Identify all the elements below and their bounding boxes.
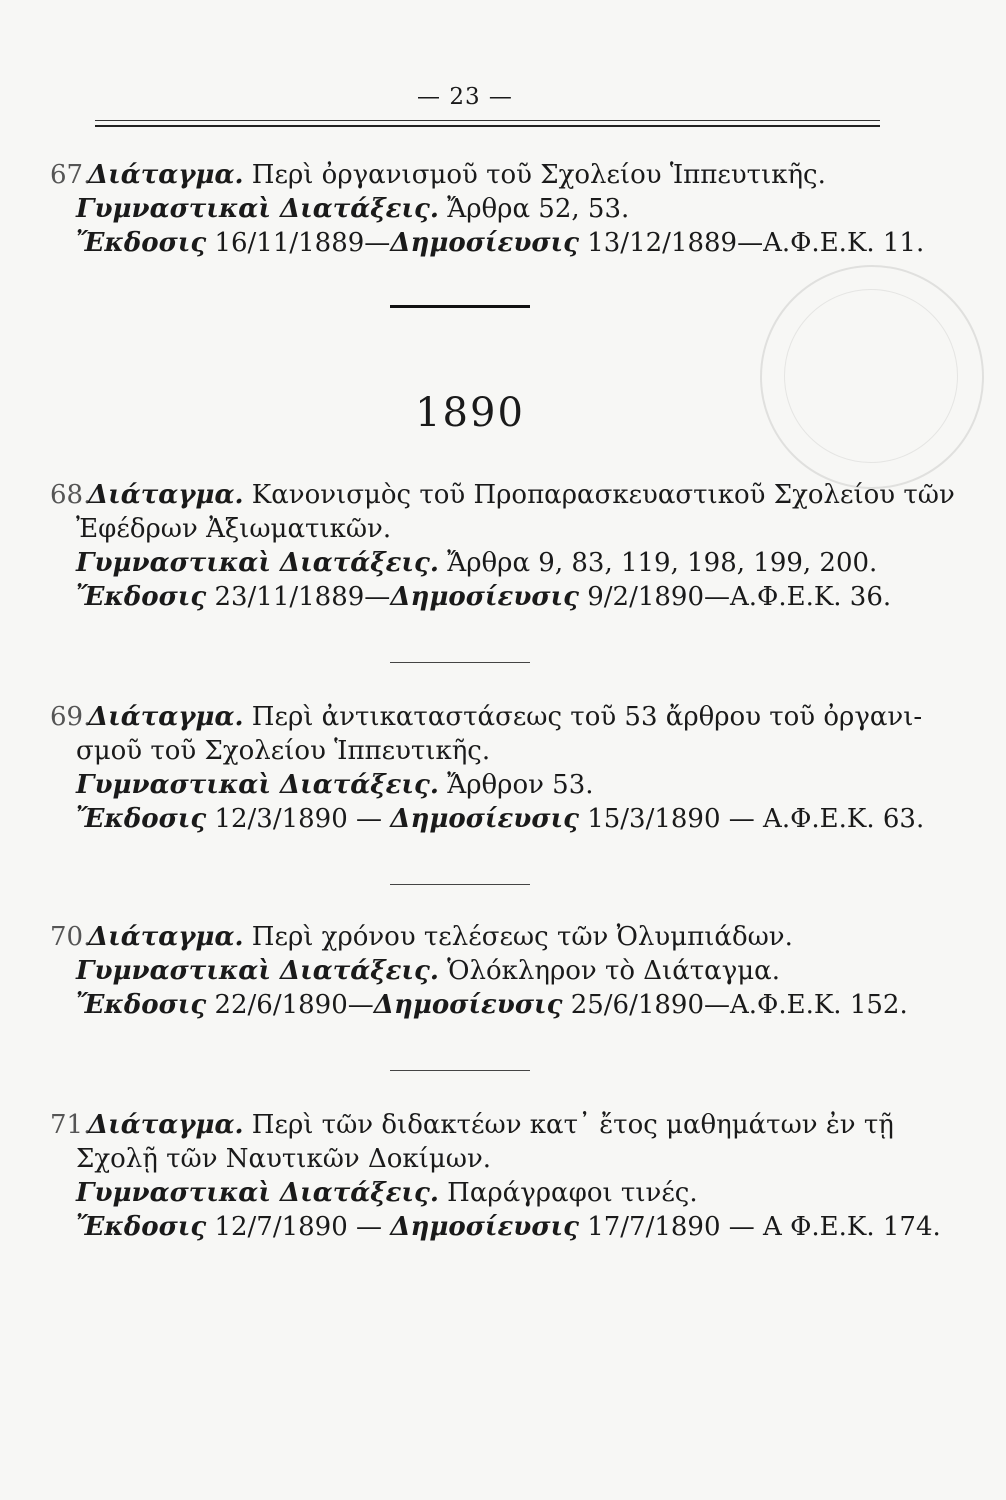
header-rule bbox=[95, 120, 880, 127]
gymnastic-provisions-label: Γυμναστικαὶ Διατάξεις. bbox=[76, 548, 439, 578]
section-divider bbox=[390, 305, 530, 308]
page-number: — 23 — bbox=[417, 84, 513, 110]
publication-details: 15/3/1890 — Α.Φ.Ε.Κ. 63. bbox=[587, 804, 925, 834]
publication-label: Δημοσίευσις bbox=[373, 990, 563, 1020]
entry-number: 67. bbox=[50, 160, 92, 190]
gymnastic-provisions-text: Παράγραφοι τινές. bbox=[447, 1178, 698, 1208]
entry-line bbox=[50, 988, 908, 1022]
year-heading: 1890 bbox=[415, 390, 525, 436]
entry-line bbox=[50, 226, 925, 260]
gymnastic-provisions-label: Γυμναστικαὶ Διατάξεις. bbox=[76, 770, 439, 800]
gymnastic-provisions-text: Ἄρθρον 53. bbox=[447, 770, 594, 800]
decree-text: Περὶ ὀργανισμοῦ τοῦ Σχολείου Ἱππευτικῆς. bbox=[251, 160, 826, 190]
gymnastic-provisions-text: Ἄρθρα 52, 53. bbox=[447, 194, 630, 224]
decree-text: Περὶ ἀντικαταστάσεως τοῦ 53 ἄρθρου τοῦ ὀργανι- bbox=[251, 702, 923, 732]
publication-details: 13/12/1889—Α.Φ.Ε.Κ. 11. bbox=[587, 228, 925, 258]
entry-line bbox=[50, 512, 900, 546]
entry-69 bbox=[50, 700, 925, 836]
issue-label: Ἔκδοσις bbox=[76, 582, 207, 612]
issue-date: 22/6/1890— bbox=[214, 990, 374, 1020]
issue-label: Ἔκδοσις bbox=[76, 228, 207, 258]
issue-label: Ἔκδοσις bbox=[76, 804, 207, 834]
entry-divider bbox=[390, 884, 530, 885]
entry-line bbox=[50, 192, 900, 226]
decree-label: Διάταγμα. bbox=[88, 480, 244, 510]
entry-line bbox=[50, 1142, 900, 1176]
entry-71 bbox=[50, 1108, 941, 1244]
issue-label: Ἔκδοσις bbox=[76, 1212, 207, 1242]
entry-number: 70. bbox=[50, 922, 92, 952]
publication-details: 17/7/1890 — Α Φ.Ε.Κ. 174. bbox=[587, 1212, 941, 1242]
issue-date: 23/11/1889— bbox=[214, 582, 391, 612]
entry-line bbox=[50, 478, 955, 512]
entry-70 bbox=[50, 920, 908, 1022]
entry-divider bbox=[390, 1070, 530, 1071]
gymnastic-provisions-text: Ὁλόκληρον τὸ Διάταγμα. bbox=[447, 956, 780, 986]
stamp-seal bbox=[760, 265, 984, 489]
decree-label: Διάταγμα. bbox=[88, 1110, 244, 1140]
entry-line bbox=[50, 700, 923, 734]
gymnastic-provisions-label: Γυμναστικαὶ Διατάξεις. bbox=[76, 956, 439, 986]
decree-text-continued: Σχολῇ τῶν Ναυτικῶν Δοκίμων. bbox=[76, 1144, 492, 1174]
entry-line bbox=[50, 734, 900, 768]
decree-label: Διάταγμα. bbox=[88, 702, 244, 732]
entry-line bbox=[50, 580, 900, 614]
publication-label: Δημοσίευσις bbox=[390, 804, 579, 834]
entry-line bbox=[50, 768, 900, 802]
entry-number: 69. bbox=[50, 702, 92, 732]
publication-label: Δημοσίευσις bbox=[390, 582, 579, 612]
decree-text-continued: Ἐφέδρων Ἀξιωματικῶν. bbox=[76, 514, 392, 544]
publication-label: Δημοσίευσις bbox=[390, 228, 579, 258]
publication-label: Δημοσίευσις bbox=[390, 1212, 579, 1242]
entry-line bbox=[50, 546, 900, 580]
entry-divider bbox=[390, 662, 530, 663]
entry-line bbox=[50, 920, 900, 954]
issue-date: 16/11/1889— bbox=[214, 228, 391, 258]
decree-label: Διάταγμα. bbox=[88, 160, 244, 190]
entry-line bbox=[50, 1210, 941, 1244]
gymnastic-provisions-label: Γυμναστικαὶ Διατάξεις. bbox=[76, 194, 439, 224]
entry-line bbox=[50, 1176, 900, 1210]
publication-details: 25/6/1890—Α.Φ.Ε.Κ. 152. bbox=[570, 990, 908, 1020]
issue-label: Ἔκδοσις bbox=[76, 990, 207, 1020]
entry-line bbox=[50, 954, 900, 988]
entry-line bbox=[50, 158, 900, 192]
publication-details: 9/2/1890—Α.Φ.Ε.Κ. 36. bbox=[587, 582, 892, 612]
entry-number: 71. bbox=[50, 1110, 92, 1140]
entry-number: 68. bbox=[50, 480, 92, 510]
gymnastic-provisions-label: Γυμναστικαὶ Διατάξεις. bbox=[76, 1178, 439, 1208]
gymnastic-provisions-text: Ἄρθρα 9, 83, 119, 198, 199, 200. bbox=[447, 548, 878, 578]
entry-68 bbox=[50, 478, 955, 614]
decree-label: Διάταγμα. bbox=[88, 922, 244, 952]
issue-date: 12/3/1890 — bbox=[214, 804, 391, 834]
issue-date: 12/7/1890 — bbox=[214, 1212, 391, 1242]
entry-line bbox=[50, 802, 925, 836]
decree-text: Περὶ τῶν διδακτέων κατ᾽ ἔτος μαθημάτων ἐν τῇ bbox=[251, 1110, 894, 1140]
entry-67 bbox=[50, 158, 925, 260]
decree-text: Περὶ χρόνου τελέσεως τῶν Ὀλυμπιάδων. bbox=[251, 922, 793, 952]
entry-line bbox=[50, 1108, 900, 1142]
decree-text-continued: σμοῦ τοῦ Σχολείου Ἱππευτικῆς. bbox=[76, 736, 491, 766]
decree-text: Κανονισμὸς τοῦ Προπαρασκευαστικοῦ Σχολείου τῶν bbox=[251, 480, 955, 510]
